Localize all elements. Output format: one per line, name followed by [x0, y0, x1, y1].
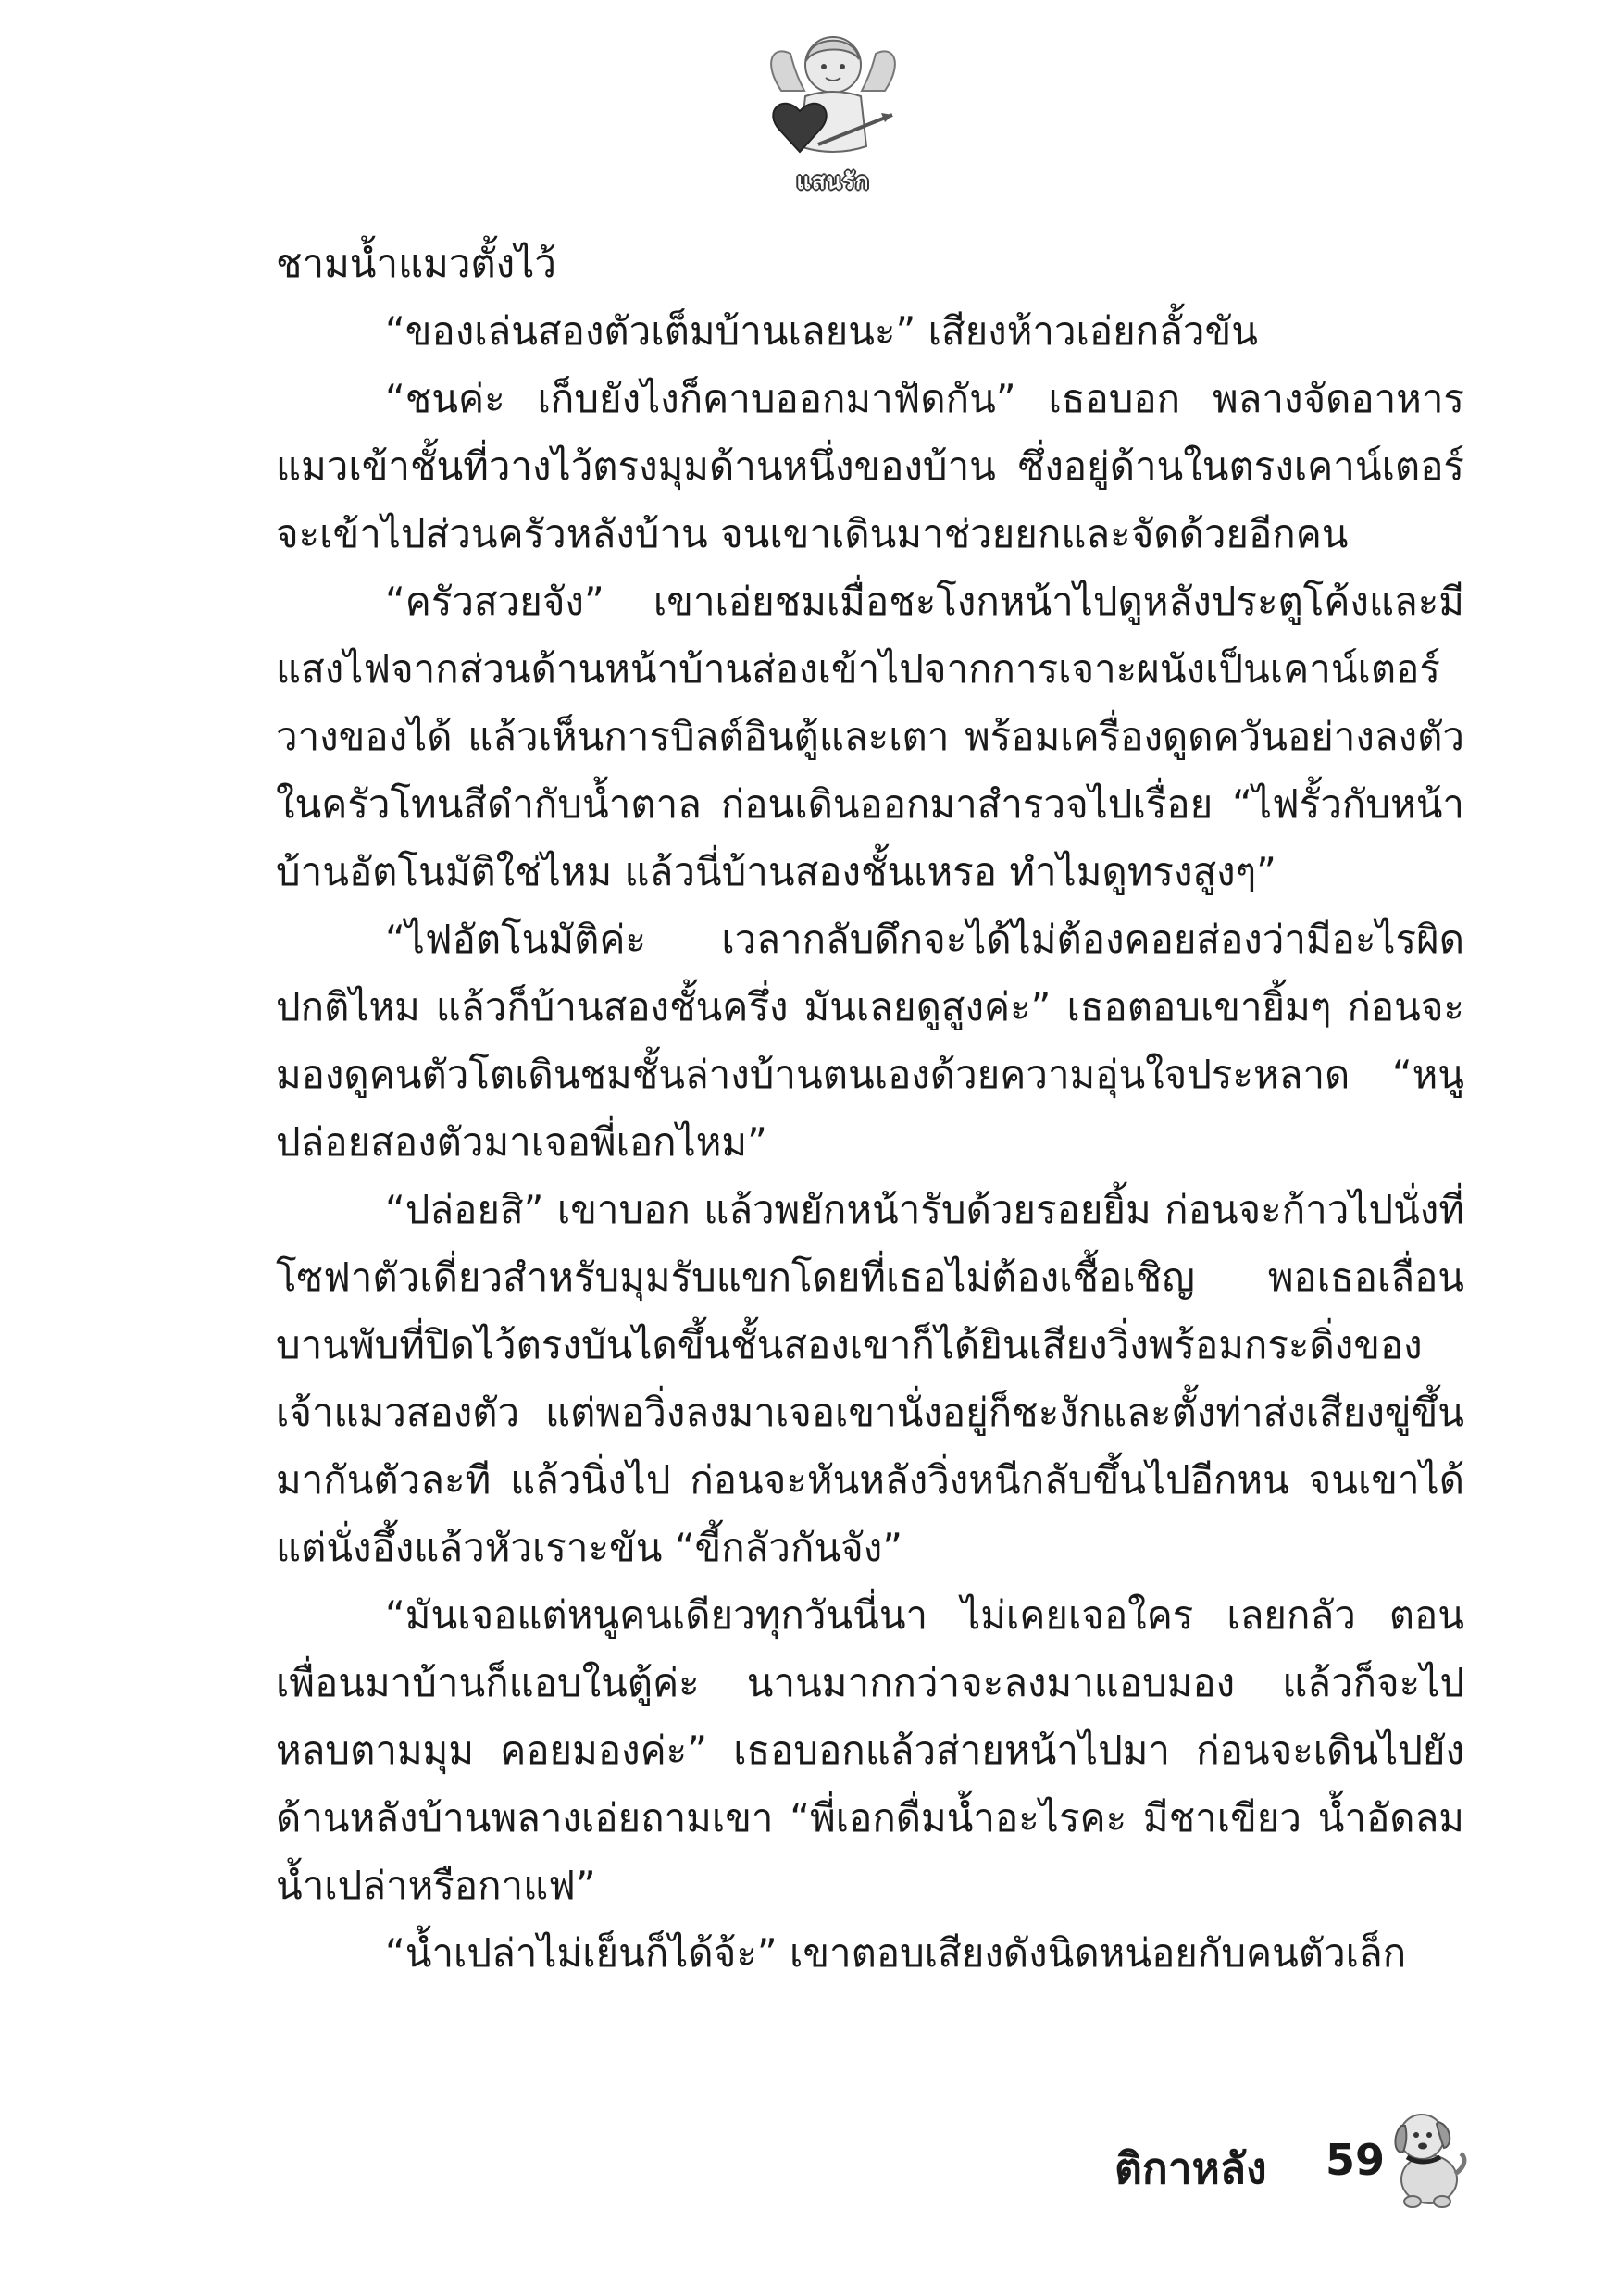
paragraph: “ไฟอัตโนมัติค่ะ เวลากลับดึกจะได้ไม่ต้องคอยส่องว่ามีอะไรผิดปกติไหม แล้วก็บ้านสองชั้นครึ่ง มันเลยดูสูงค่ะ” เธอตอบเขายิ้มๆ ก่อนจะมองดูคนตัวโตเดินชมชั้นล่างบ้านตนเองด้วยความอุ่นใจประหลาด “หนูปล่อยสองตัวมาเจอพี่เอกไหม”: [276, 917, 1464, 1165]
book-title: ติกาหลัง: [1114, 2143, 1267, 2193]
cherub-heart-icon: [763, 26, 903, 165]
body-text: [276, 230, 1464, 1987]
page-number: 59: [1326, 2135, 1386, 2185]
paragraph: “มันเจอแต่หนูคนเดียวทุกวันนี่นา ไม่เคยเจอใคร เลยกลัว ตอนเพื่อนมาบ้านก็แอบในตู้ค่ะ นานมากกว่าจะลงมาแอบมอง แล้วก็จะไปหลบตามมุม คอยมองค่ะ” เธอบอกแล้วส่ายหน้าไปมา ก่อนจะเดินไปยังด้านหลังบ้านพลางเอ่ยถามเขา “พี่เอกดื่มน้ำอะไรคะ มีชาเขียว น้ำอัดลม น้ำเปล่าหรือกาแฟ”: [276, 1592, 1464, 1908]
paragraph: “ชนค่ะ เก็บยังไงก็คาบออกมาฟัดกัน” เธอบอก พลางจัดอาหารแมวเข้าชั้นที่วางไว้ตรงมุมด้านหนึ่งของบ้าน ซึ่งอยู่ด้านในตรงเคาน์เตอร์จะเข้าไปส่วนครัวหลังบ้าน จนเขาเดินมาช่วยยกและจัดด้วยอีกคน: [276, 376, 1464, 556]
paragraph: “ปล่อยสิ” เขาบอก แล้วพยักหน้ารับด้วยรอยยิ้ม ก่อนจะก้าวไปนั่งที่โซฟาตัวเดี่ยวสำหรับมุมรับแขกโดยที่เธอไม่ต้องเชื้อเชิญ พอเธอเลื่อนบานพับที่ปิดไว้ตรงบันไดขึ้นชั้นสองเขาก็ได้ยินเสียงวิ่งพร้อมกระดิ่งของเจ้าแมวสองตัว แต่พอวิ่งลงมาเจอเขานั่งอยู่ก็ชะงักและตั้งท่าส่งเสียงขู่ขึ้นมากันตัวละที แล้วนิ่งไป ก่อนจะหันหลังวิ่งหนีกลับขึ้นไปอีกหน จนเขาได้แต่นั่งอึ้งแล้วหัวเราะขัน “ขี้กลัวกันจัง”: [276, 1187, 1464, 1570]
logo-text: แสนรัก: [796, 168, 870, 194]
header-logo: [763, 26, 903, 193]
paragraph: “ของเล่นสองตัวเต็มบ้านเลยนะ” เสียงห้าวเอ่ยกลั้วขัน: [385, 308, 1258, 354]
paragraph: “ครัวสวยจัง” เขาเอ่ยชมเมื่อชะโงกหน้าไปดูหลังประตูโค้งและมีแสงไฟจากส่วนด้านหน้าบ้านส่องเข้าไปจากการเจาะผนังเป็นเคาน์เตอร์วางของได้ แล้วเห็นการบิลต์อินตู้และเตา พร้อมเครื่องดูดควันอย่างลงตัวในครัวโทนสีดำกับน้ำตาล ก่อนเดินออกมาสำรวจไปเรื่อย “ไฟรั้วกับหน้าบ้านอัตโนมัติใช่ไหม แล้วนี่บ้านสองชั้นเหรอ ทำไมดูทรงสูงๆ”: [276, 579, 1464, 894]
paragraph: “น้ำเปล่าไม่เย็นก็ได้จ้ะ” เขาตอบเสียงดังนิดหน่อยกับคนตัวเล็ก: [385, 1930, 1407, 1976]
paragraph: ชามน้ำแมวตั้งไว้: [276, 241, 556, 286]
puppy-icon: [1385, 2098, 1468, 2209]
page-footer: [1083, 2098, 1472, 2218]
